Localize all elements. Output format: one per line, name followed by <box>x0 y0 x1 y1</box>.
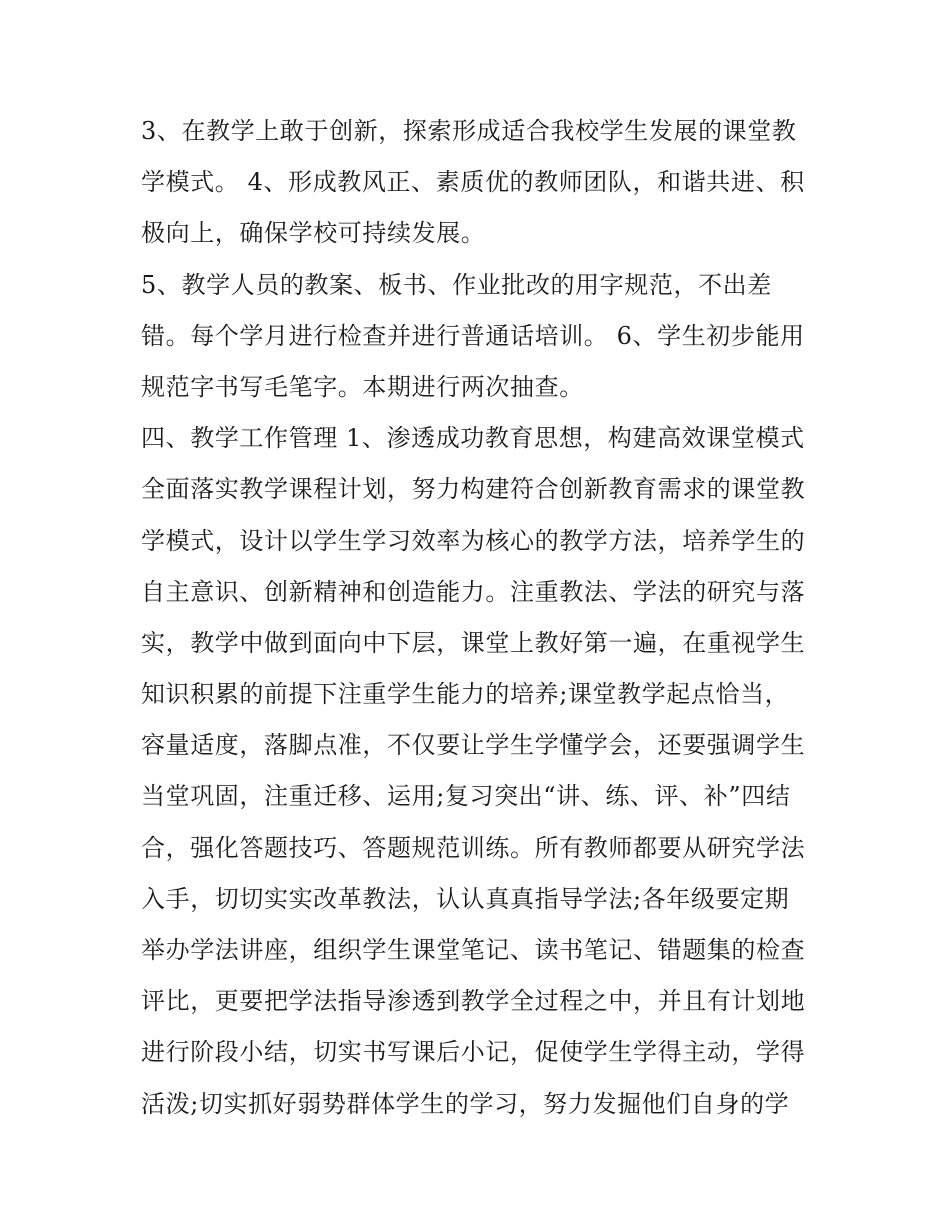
text-line: 全面落实教学课程计划，努力构建符合创新教育需求的课堂教 <box>141 475 806 504</box>
text-line: 3、在教学上敢于创新，探索形成适合我校学生发展的课堂教 <box>141 117 797 145</box>
text-line: 学模式。 4、形成教风正、素质优的教师团队，和谐共进、积 <box>141 168 805 197</box>
text-line: 评比，更要把学法指导渗透到教学全过程之中，并且有计划地 <box>141 987 806 1016</box>
text-line: 5、教学人员的教案、板书、作业批改的用字规范，不出差 <box>141 270 772 299</box>
document-body <box>141 106 821 1130</box>
text-line: 错。每个学月进行检查并进行普通话培训。 6、学生初步能用 <box>141 321 805 350</box>
text-line: 知识积累的前提下注重学生能力的培养;课堂教学起点恰当， <box>141 680 790 709</box>
text-line: 进行阶段小结，切实书写课后小记，促使学生学得主动，学得 <box>141 1038 806 1067</box>
text-line: 举办学法讲座，组织学生课堂笔记、读书笔记、错题集的检查 <box>141 936 806 964</box>
text-line: 活泼;切实抓好弱势群体学生的学习，努力发掘他们自身的学 <box>141 1089 790 1118</box>
text-line: 入手，切切实实改革教法，认认真真指导学法;各年级要定期 <box>141 884 790 913</box>
text-line: 规范字书写毛笔字。本期进行两次抽查。 <box>141 372 584 401</box>
text-line: 学模式，设计以学生学习效率为核心的教学方法，培养学生的 <box>141 526 806 555</box>
text-line: 自主意识、创新精神和创造能力。注重教法、学法的研究与落 <box>141 577 806 606</box>
text-line: 四、教学工作管理 1、渗透成功教育思想，构建高效课堂模式 <box>141 424 805 453</box>
text-line: 合，强化答题技巧、答题规范训练。所有教师都要从研究学法 <box>141 833 806 862</box>
text-line: 实，教学中做到面向中下层，课堂上教好第一遍，在重视学生 <box>141 628 806 657</box>
text-line: 极向上，确保学校可持续发展。 <box>141 219 486 248</box>
text-line: 容量适度，落脚点准，不仅要让学生学懂学会，还要强调学生 <box>141 731 806 760</box>
text-line: 当堂巩固，注重迁移、运用;复习突出“讲、练、评、补”四结 <box>141 782 791 811</box>
